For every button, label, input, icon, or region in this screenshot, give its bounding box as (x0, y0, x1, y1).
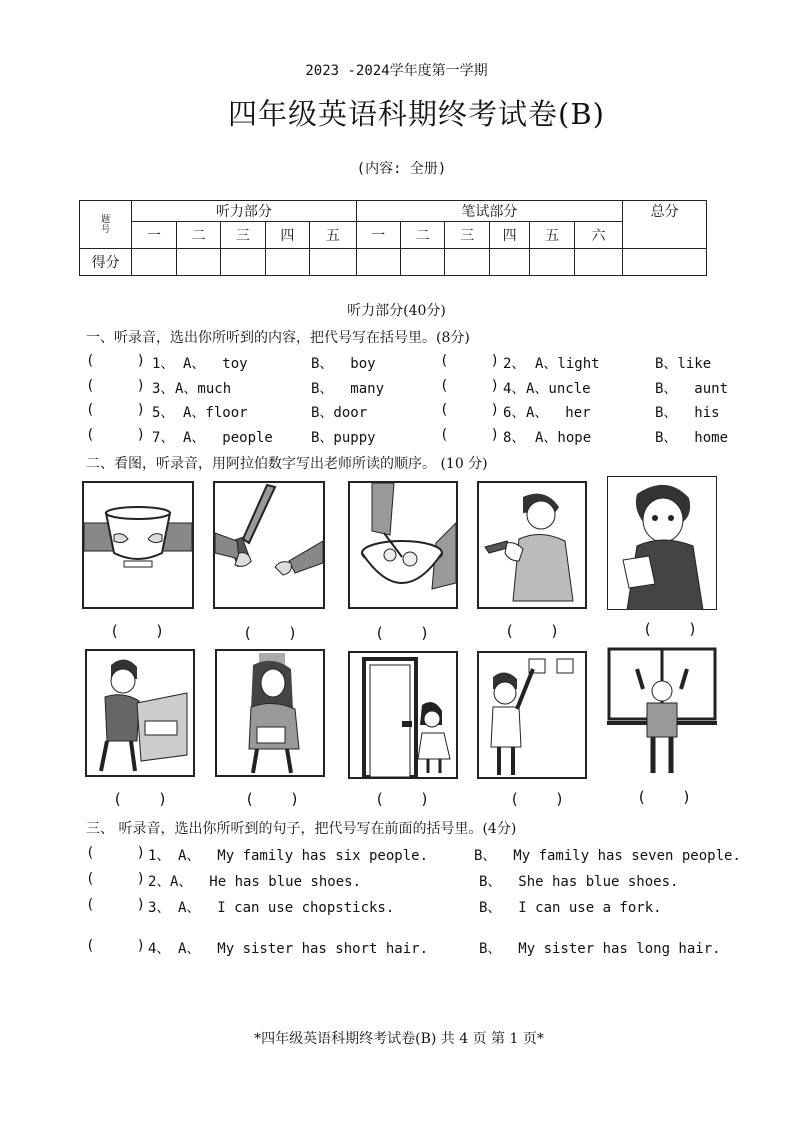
option-a: A、 toy (183, 356, 248, 372)
score-cell[interactable] (310, 249, 356, 276)
score-row-label: 得分 (80, 249, 132, 276)
stirring-icon (350, 483, 456, 607)
option-a: A、much (175, 381, 232, 397)
option-b: B、 boy (311, 356, 376, 372)
boy-icon (479, 483, 585, 607)
answer-bracket[interactable]: ( ) (86, 938, 146, 954)
listening-col: 三 (221, 222, 265, 249)
answer-bracket[interactable]: ( ) (86, 845, 146, 861)
option-b: B、 home (655, 430, 729, 446)
tihao-cell (80, 201, 132, 249)
picture-boy-fork (477, 481, 587, 609)
listening-col: 一 (132, 222, 176, 249)
writing-col: 二 (400, 222, 444, 249)
item-number: 2、 (148, 874, 171, 890)
score-table (79, 200, 707, 276)
answer-bracket[interactable]: ( ) (86, 353, 146, 369)
answer-bracket[interactable]: ( ) (440, 427, 500, 443)
score-cell[interactable] (132, 249, 176, 276)
listening-header: 听力部分 (132, 201, 356, 222)
item-number: 1、 (148, 848, 171, 864)
item-number: 4、 (503, 381, 526, 397)
score-cell[interactable] (445, 249, 489, 276)
option-b: B、door (311, 405, 368, 421)
answer-bracket[interactable]: ( ) (86, 427, 146, 443)
option-b: B、 I can use a fork. (479, 900, 662, 916)
picture-boy-switch (477, 651, 587, 779)
option-a: A、 I can use chopsticks. (178, 900, 395, 916)
score-cell[interactable] (221, 249, 265, 276)
item-number: 6、 (503, 405, 526, 421)
page-footer: *四年级英语科期终考试卷(B) 共 4 页 第 1 页* (254, 1031, 544, 1047)
item-number: 1、 (152, 356, 175, 372)
picture-answer[interactable]: ( ) (110, 622, 165, 640)
answer-bracket[interactable]: ( ) (86, 871, 146, 887)
option-b: B、like (655, 356, 712, 372)
writing-header: 笔试部分 (356, 201, 623, 222)
score-cell[interactable] (489, 249, 530, 276)
item-number: 3、 (152, 381, 175, 397)
option-b: B、 many (311, 381, 385, 397)
score-cell[interactable] (530, 249, 574, 276)
door-icon (350, 653, 456, 777)
total-header: 总分 (623, 201, 707, 249)
answer-bracket[interactable]: ( ) (440, 402, 500, 418)
option-a: A、floor (183, 405, 248, 421)
picture-answer[interactable]: ( ) (245, 790, 300, 808)
listening-col: 四 (265, 222, 309, 249)
section1-title: 一、听录音，选出你所听到的内容，把代号写在括号里。(8分) (86, 330, 470, 346)
picture-answer[interactable]: ( ) (113, 790, 168, 808)
score-cell[interactable] (356, 249, 400, 276)
answer-bracket[interactable]: ( ) (86, 897, 146, 913)
tihao-label: 题号 (101, 214, 111, 235)
bowl-icon (84, 483, 192, 607)
answer-bracket[interactable]: ( ) (86, 402, 146, 418)
writing-col: 六 (574, 222, 622, 249)
score-cell[interactable] (400, 249, 444, 276)
option-b: B、puppy (311, 430, 376, 446)
desk-icon (87, 651, 193, 775)
option-b: B、 My family has seven people. (474, 848, 741, 864)
picture-answer[interactable]: ( ) (637, 788, 692, 806)
option-a: A、 people (183, 430, 273, 446)
picture-hands-knife (213, 481, 325, 609)
option-b: B、 She has blue shoes. (479, 874, 679, 890)
option-b: B、 aunt (655, 381, 729, 397)
item-number: 4、 (148, 941, 171, 957)
light-switch-icon (479, 653, 585, 777)
section2-title: 二、看图，听录音，用阿拉伯数字写出老师所读的顺序。 (10 分) (86, 456, 488, 472)
picture-girl-door (348, 651, 458, 779)
content-scope: (内容: 全册) (356, 161, 447, 177)
picture-answer[interactable]: ( ) (375, 624, 430, 642)
picture-answer[interactable]: ( ) (375, 790, 430, 808)
girl-icon (217, 651, 323, 775)
item-number: 3、 (148, 900, 171, 916)
answer-bracket[interactable]: ( ) (86, 378, 146, 394)
picture-answer[interactable]: ( ) (510, 790, 565, 808)
listening-col: 五 (310, 222, 356, 249)
school-year: 2023 -2024学年度第一学期 (305, 63, 488, 79)
option-a: A、 My sister has short hair. (178, 941, 429, 957)
option-a: A、uncle (526, 381, 591, 397)
option-a: A、hope (535, 430, 592, 446)
picture-boy-desk (85, 649, 195, 777)
score-cell[interactable] (265, 249, 309, 276)
answer-bracket[interactable]: ( ) (440, 353, 500, 369)
section3-title: 三、 听录音，选出你所听到的句子，把代号写在前面的括号里。(4分) (86, 821, 517, 837)
option-a: A、light (535, 356, 600, 372)
option-a: A、 He has blue shoes. (170, 874, 362, 890)
option-b: B、 his (655, 405, 720, 421)
item-number: 5、 (152, 405, 175, 421)
score-cell[interactable] (623, 249, 707, 276)
option-a: A、 her (526, 405, 591, 421)
picture-answer[interactable]: ( ) (505, 622, 560, 640)
score-cell[interactable] (176, 249, 220, 276)
option-a: A、 My family has six people. (178, 848, 429, 864)
knife-icon (215, 483, 323, 607)
picture-boy-paper (607, 476, 717, 610)
window-icon (607, 647, 717, 777)
answer-bracket[interactable]: ( ) (440, 378, 500, 394)
item-number: 8、 (503, 430, 526, 446)
score-cell[interactable] (574, 249, 622, 276)
picture-answer[interactable]: ( ) (643, 620, 698, 638)
picture-girl-book (215, 649, 325, 777)
listening-col: 二 (176, 222, 220, 249)
writing-col: 三 (445, 222, 489, 249)
item-number: 2、 (503, 356, 526, 372)
picture-stirring-bowl (348, 481, 458, 609)
listening-section-title: 听力部分(40分) (347, 303, 446, 319)
picture-hands-bowl (82, 481, 194, 609)
picture-boy-window (607, 647, 717, 777)
exam-title: 四年级英语科期终考试卷(B) (228, 97, 605, 131)
picture-answer[interactable]: ( ) (243, 624, 298, 642)
writing-col: 一 (356, 222, 400, 249)
option-b: B、 My sister has long hair. (479, 941, 721, 957)
boy-with-paper-icon (607, 476, 717, 610)
writing-col: 五 (530, 222, 574, 249)
item-number: 7、 (152, 430, 175, 446)
writing-col: 四 (489, 222, 530, 249)
